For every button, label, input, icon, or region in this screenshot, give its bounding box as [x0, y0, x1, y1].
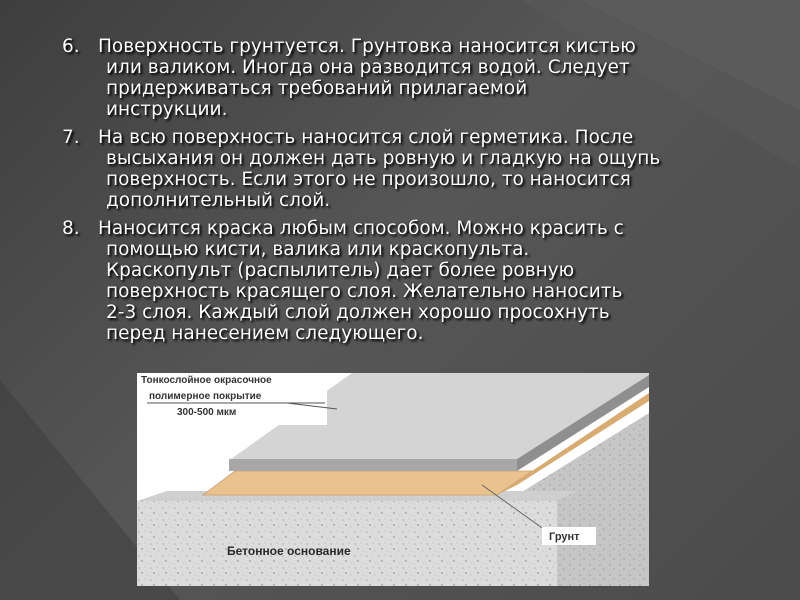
item-line: помощью кисти, валика или краскопульта. [106, 239, 530, 260]
list-item [62, 36, 762, 120]
item-line: дополнительный слой. [106, 190, 331, 211]
item-line: инструкции. [106, 99, 228, 120]
coating-front [229, 459, 517, 471]
item-number: 8. [62, 218, 80, 239]
item-line: высыхания он должен дать ровную и гладкую на ощупь [106, 148, 661, 169]
list-item [62, 127, 762, 211]
coating-label-line1: Тонкослойное окрасочное [141, 375, 272, 386]
item-line: поверхность красящего слоя. Желательно наносить [106, 281, 623, 302]
floor-layers-diagram [137, 373, 649, 586]
item-line: поверхность. Если этого не произошло, то наносится [106, 169, 631, 190]
primer-label: Грунт [549, 531, 580, 543]
floor-layers-svg [137, 373, 649, 586]
item-line: На всю поверхность наносится слой герметика. После [98, 127, 634, 148]
primer-layer [203, 471, 532, 495]
item-line: перед нанесением следующего. [106, 323, 424, 344]
item-line: или валиком. Иногда она разводится водой. Следует [106, 57, 630, 78]
list-item [62, 218, 762, 344]
item-line: 2-3 слоя. Каждый слой должен хорошо просохнуть [106, 302, 610, 323]
item-line: Поверхность грунтуется. Грунтовка наносится кистью [98, 36, 636, 57]
item-line: Наносится краска любым способом. Можно красить с [98, 218, 624, 239]
item-line: Краскопульт (распылитель) дает более ровную [106, 260, 575, 281]
coating-label-line3: 300-500 мкм [177, 407, 237, 418]
item-number: 6. [62, 36, 80, 57]
item-line: придерживаться требований прилагаемой [106, 78, 528, 99]
coating-label-line2: полимерное покрытие [149, 391, 262, 402]
item-number: 7. [62, 127, 80, 148]
base-label: Бетонное основание [227, 544, 351, 558]
instruction-list [62, 36, 762, 351]
